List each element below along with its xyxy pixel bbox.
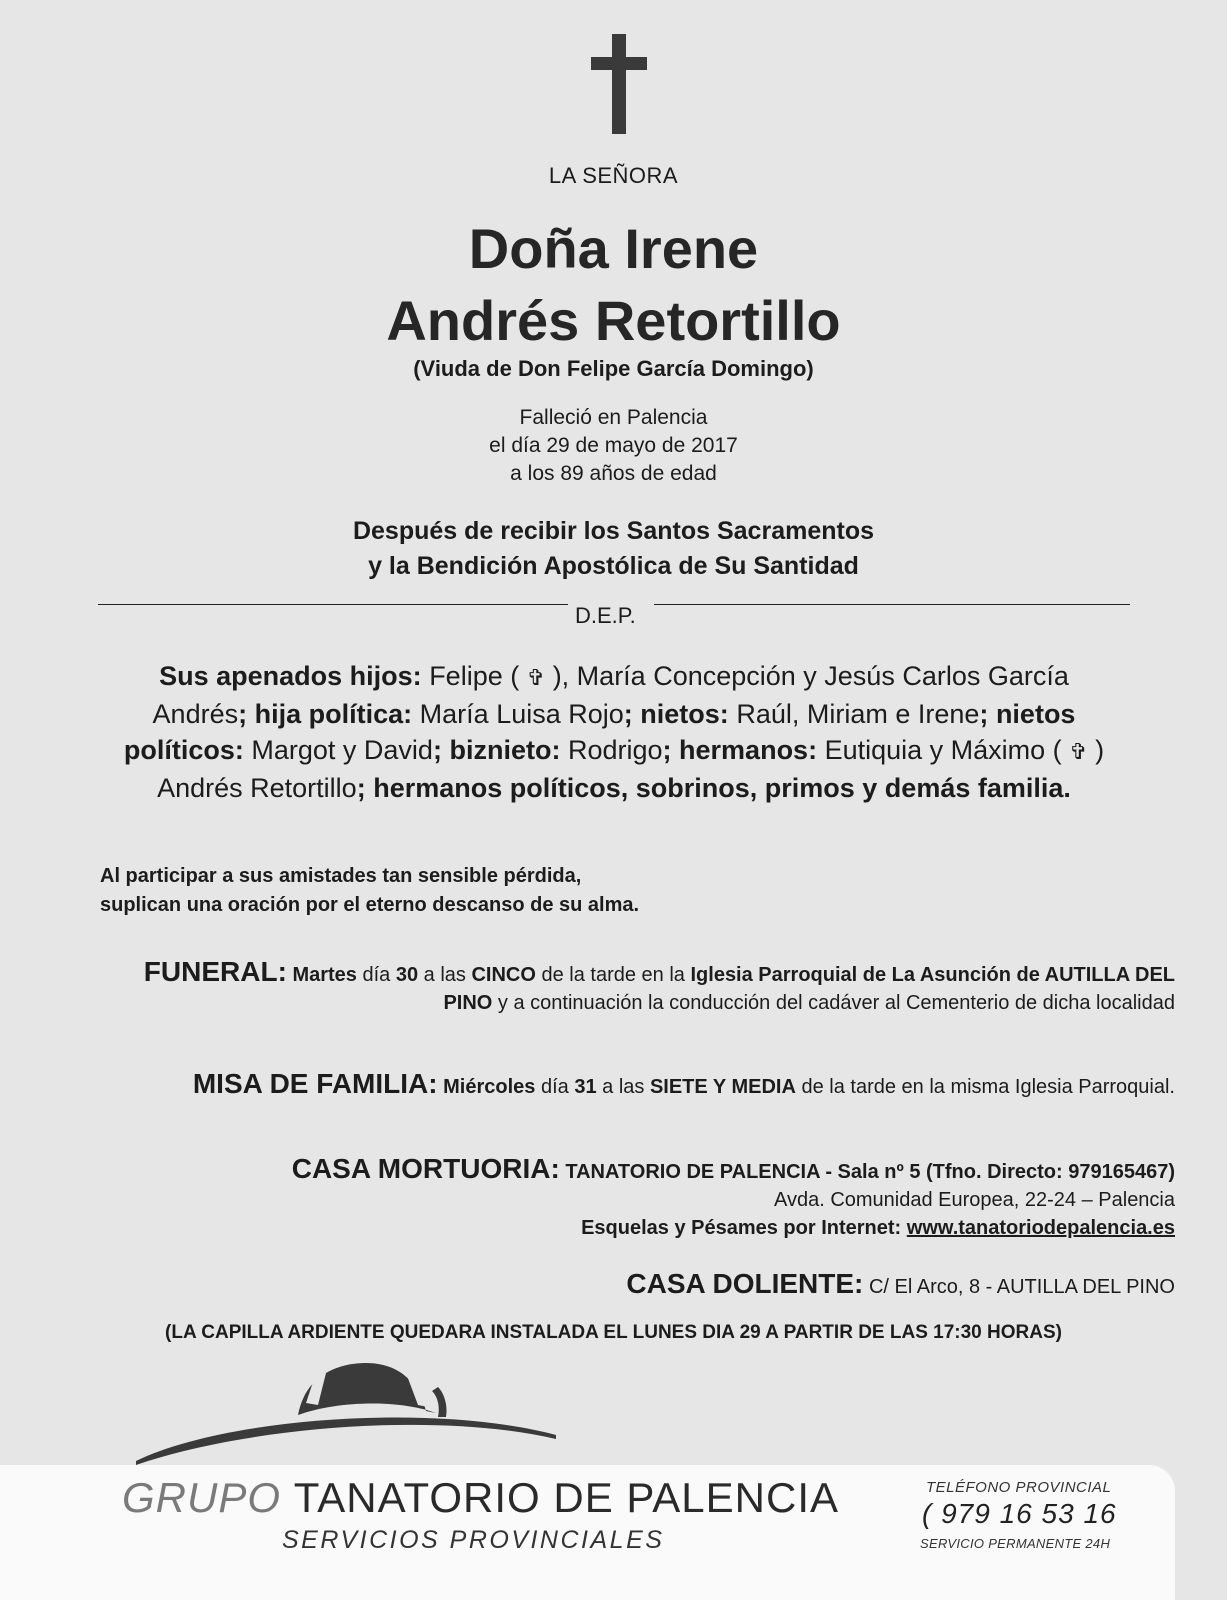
death-age: a los 89 años de edad [510,462,717,485]
biznieto-label: biznieto: [449,735,561,765]
mourning-house-address: C/ El Arco, 8 - AUTILLA DEL PINO [868,1276,1175,1298]
nietos-names: Raúl, Miriam e Irene [736,699,980,729]
hermanos-names-1: Eutiquia y Máximo ( [824,735,1062,765]
funeral-text: y a continuación la conducción del cadáver al Cementerio de dicha localidad [492,992,1175,1014]
funeral-info [115,958,1175,1017]
hermanos-label: hermanos: [679,735,818,765]
misa-label: MISA DE FAMILIA: [192,1068,438,1099]
cross-icon [591,34,647,134]
grupo-text: GRUPO [122,1474,282,1521]
misa-time: SIETE Y MEDIA [649,1076,796,1098]
phone-digits: 979 16 53 16 [941,1498,1117,1529]
service-24h: SERVICIO PERMANENTE 24H [920,1536,1111,1551]
phone-number [922,1498,1117,1530]
misa-date: 31 [574,1076,597,1098]
nietos-politicos-label: nietos políticos: [123,699,1076,765]
widow-of: (Viuda de Don Felipe García Domingo) [413,356,814,381]
sep: ; [623,699,633,729]
sep: ; [432,735,442,765]
family-list [118,658,1110,806]
family-mass-info [115,1070,1175,1101]
sep: ; [979,699,989,729]
cross-mark-icon: ✞ [1069,739,1088,764]
death-date: el día 29 de mayo de 2017 [489,434,738,457]
funeral-text: a las [418,964,472,986]
hijos-names-1: Felipe ( [429,661,520,691]
cross-mark-icon: ✞ [526,665,546,690]
nietos-politicos-names: Margot y David [251,735,433,765]
funeral-home-info [85,1155,1175,1242]
misa-text: día [535,1076,575,1098]
funeral-church: Iglesia Parroquial de La Asunción de AUTILLA DEL PINO [443,964,1175,1014]
footer-brand [122,1474,839,1522]
casa-doliente-label: CASA DOLIENTE: [626,1268,864,1299]
chapel-notice: (LA CAPILLA ARDIENTE QUEDARA INSTALADA EL LUNES DIA 29 A PARTIR DE LAS 17:30 HORAS) [165,1322,1062,1343]
biznieto-name: Rodrigo [567,735,663,765]
death-place: Falleció en Palencia [519,406,708,429]
tanatorio-logo-icon [136,1353,566,1465]
phone-label: TELÉFONO PROVINCIAL [926,1479,1112,1496]
thanks-note [100,862,639,920]
misa-text: a las [596,1076,650,1098]
sacraments [0,514,1227,584]
hijos-label: Sus apenados hijos: [159,661,422,691]
sacraments-line-2: y la Bendición Apostólica de Su Santidad [368,552,859,580]
divider-left [98,604,568,605]
dep-text: D.E.P. [575,603,636,628]
hijos-names-2: ), María Concepción y Jesús Carlos García Andrés [152,661,1069,729]
brand-name: TANATORIO DE PALENCIA [293,1474,840,1521]
funeral-day: Martes [292,964,357,986]
internet-label: Esquelas y Pésames por Internet: [581,1217,902,1239]
funeral-home-name: TANATORIO DE PALENCIA - Sala nº 5 (Tfno. Directo: 979165467) [565,1161,1175,1183]
sacraments-line-1: Después de recibir los Santos Sacramentos [352,517,875,545]
funeral-home-address: Avda. Comunidad Europea, 22-24 – Palencia [773,1189,1175,1211]
funeral-text: de la tarde en la [535,964,691,986]
funeral-time: CINCO [471,964,536,986]
casa-mortuoria-label: CASA MORTUORIA: [291,1153,560,1184]
hija-politica-name: María Luisa Rojo [419,699,624,729]
divider-right [654,604,1130,605]
rest-of-family: hermanos políticos, sobrinos, primos y demás familia. [373,773,1071,803]
funeral-text: día [356,964,396,986]
footer-services: SERVICIOS PROVINCIALES [282,1526,665,1554]
funeral-date: 30 [395,964,419,986]
mourning-house-info [626,1270,1175,1301]
thanks-line-2: suplican una oración por el eterno descanso de su alma. [100,894,640,916]
thanks-line-1: Al participar a sus amistades tan sensible pérdida, [100,865,582,887]
phone-icon: ( [922,1498,933,1529]
misa-text: de la tarde en la misma Iglesia Parroquial. [795,1076,1175,1098]
deceased-name-last: Andrés Retortillo [386,289,841,352]
deceased-name-first: Doña Irene [468,217,759,280]
nietos-label: nietos: [640,699,729,729]
hija-politica-label: hija política: [254,699,413,729]
hermanos-names-2: ) Andrés Retortillo [157,735,1105,803]
sep: ; [356,773,366,803]
death-details [0,404,1227,488]
sep: ; [238,699,248,729]
title-prefix: LA SEÑORA [548,163,679,188]
funeral-label: FUNERAL: [143,956,287,987]
sep: ; [662,735,672,765]
misa-day: Miércoles [443,1076,536,1098]
website-link[interactable]: www.tanatoriodepalencia.es [906,1217,1175,1239]
